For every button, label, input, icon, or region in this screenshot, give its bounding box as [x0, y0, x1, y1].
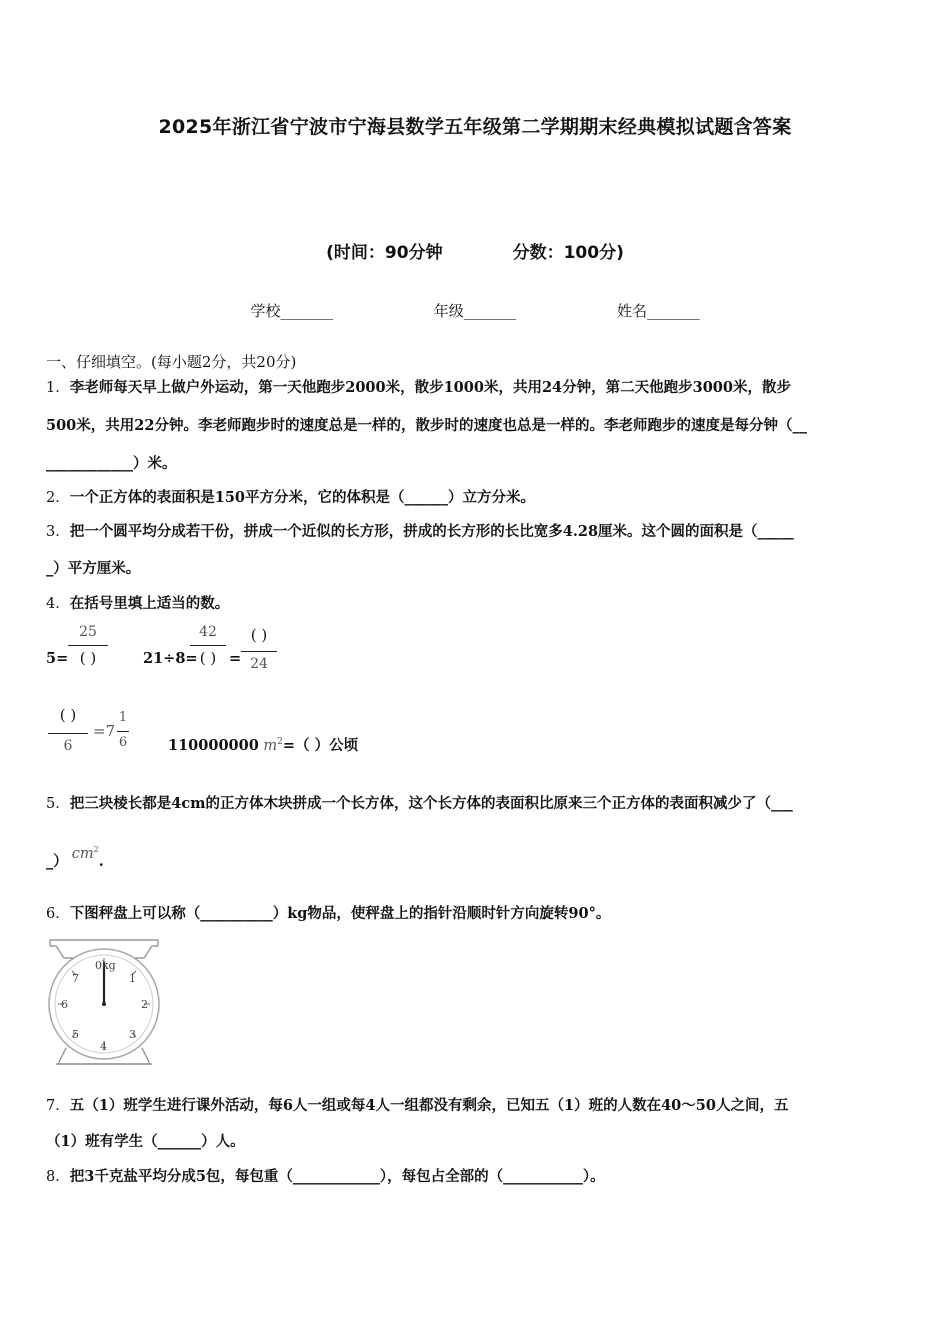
eq1-denominator-blank[interactable]: ( ) — [79, 649, 97, 667]
scale-icon — [44, 936, 164, 1070]
question-2: 2．一个正方体的表面积是150平方分米，它的体积是（______）立方分米。 — [46, 489, 535, 506]
scale-mark-7: 7 — [72, 972, 79, 985]
eq2-numerator-1: 42 — [199, 624, 217, 640]
question-8: 8．把3千克盐平均分成5包，每包重（____________），每包占全部的（___________）。 — [46, 1168, 605, 1185]
eq4: 110000000 $m^2=$（ ）公顷 — [168, 737, 359, 754]
eq1-lhs: 5= — [46, 650, 69, 667]
eq3-equals-seven: =7 — [93, 722, 116, 740]
scale-mark-3: 3 — [129, 1028, 136, 1041]
eq3-denominator: 6 — [63, 738, 73, 754]
scale-mark-6: 6 — [61, 998, 68, 1011]
eq3-mixed-denominator: 6 — [118, 735, 128, 750]
eq3-numerator-blank[interactable]: ( ) — [59, 706, 77, 724]
eq2-fraction-2 — [239, 622, 279, 678]
school-field[interactable]: 学校_______ — [250, 302, 333, 320]
scale-mark-2: 2 — [141, 998, 148, 1011]
question-7-line-1: 7．五（1）班学生进行课外活动，每6人一组或每4人一组都没有剩余，已知五（1）班的人数在40～50人之间，五 — [46, 1097, 789, 1114]
question-4: 4．在括号里填上适当的数。 — [46, 595, 230, 612]
kitchen-scale-figure — [44, 936, 164, 1070]
eq1-fraction — [66, 622, 110, 672]
scale-mark-1: 1 — [129, 972, 136, 985]
time-score-line — [0, 238, 950, 263]
scale-label-zero: 0kg — [95, 959, 116, 972]
eq3-mixed-numerator: 1 — [118, 710, 128, 725]
student-info — [0, 300, 950, 321]
name-field[interactable]: 姓名_______ — [617, 302, 700, 320]
scale-mark-4: 4 — [100, 1040, 107, 1053]
question-7-line-2: （1）班有学生（______）人。 — [46, 1133, 245, 1150]
question-3-line-2: _）平方厘米。 — [46, 560, 141, 577]
grade-field[interactable]: 年级_______ — [433, 302, 517, 320]
question-6: 6．下图秤盘上可以称（__________）kg物品，使秤盘上的指针沿顺时针方向旋转90°。 — [46, 905, 611, 922]
question-1-line-2: 500米，共用22分钟。李老师跑步时的速度总是一样的，散步时的速度也总是一样的。李老师跑步的速度是每分钟（__ — [46, 417, 807, 434]
exam-title: 2025年浙江省宁波市宁海县数学五年级第二学期期末经典模拟试题含答案 — [158, 116, 792, 138]
q5-unit: cm — [71, 846, 94, 862]
eq1-numerator: 25 — [79, 624, 97, 640]
eq2-fraction-1 — [188, 622, 228, 672]
eq3-fraction — [46, 706, 90, 762]
eq2-denominator-2: 24 — [250, 656, 268, 672]
eq2-equals: = — [229, 650, 242, 667]
eq3-mixed-fraction — [116, 710, 130, 758]
eq2-denominator-blank[interactable]: ( ) — [199, 649, 217, 667]
eq2-numerator-blank[interactable]: ( ) — [250, 626, 268, 644]
exam-time: (时间：90分钟 — [326, 243, 443, 263]
question-1-line-1: 1．李老师每天早上做户外运动，第一天他跑步2000米，散步1000米，共用24分钟，第二天他跑步3000米，散步 — [46, 379, 791, 396]
question-5-line-1: 5．把三块棱长都是4cm的正方体木块拼成一个长方体，这个长方体的表面积比原来三个正方体的表面积减少了（___ — [46, 795, 793, 812]
eq2-lhs: 21÷8= — [143, 650, 198, 667]
exam-score: 分数：100分) — [512, 243, 624, 263]
question-1-line-3: ____________）米。 — [46, 455, 177, 472]
scale-mark-5: 5 — [72, 1028, 79, 1041]
question-3-line-1: 3．把一个圆平均分成若干份，拼成一个近似的长方形，拼成的长方形的长比宽多4.28厘米。这个圆的面积是（_____ — [46, 523, 794, 540]
section-1-heading: 一、仔细填空。(每小题2分，共20分) — [46, 353, 297, 371]
question-5-line-2: _） $cm^2$. — [46, 845, 104, 870]
